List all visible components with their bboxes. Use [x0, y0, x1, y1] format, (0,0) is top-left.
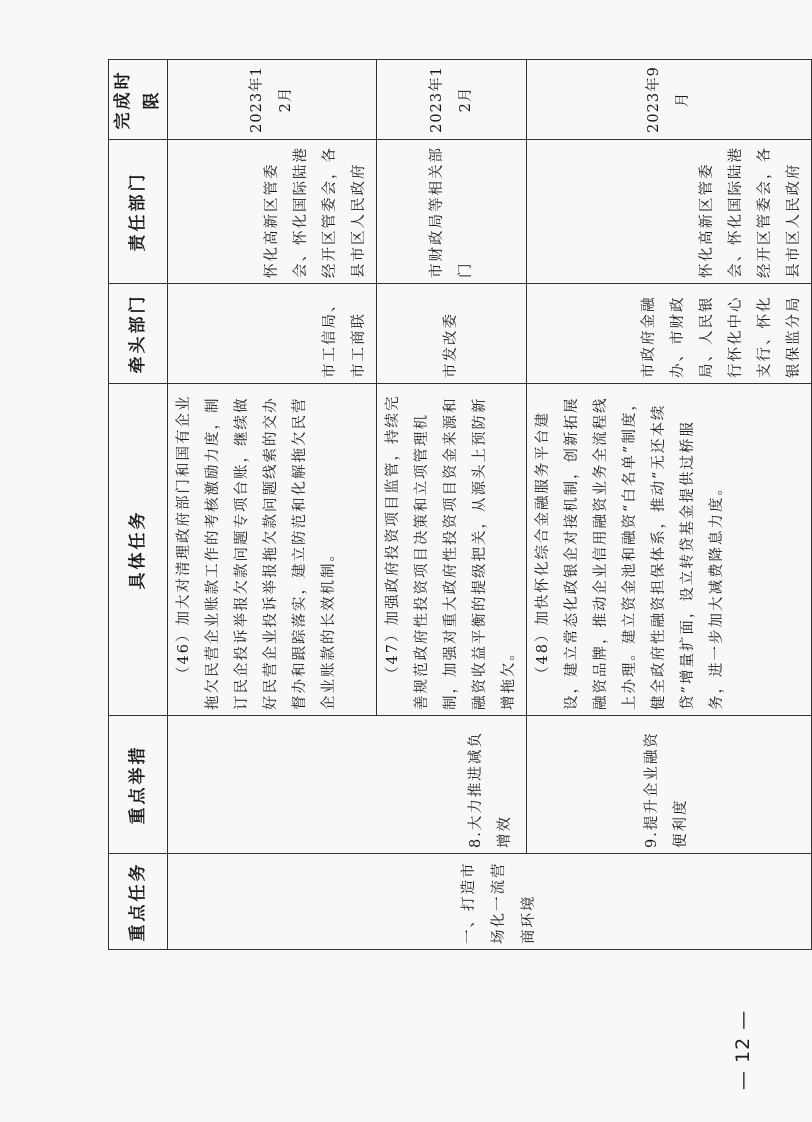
header-key-task: 重点任务 [109, 854, 168, 950]
task-cell: （48）加快怀化综合金融服务平台建设，建立常态化政银企对接机制，创新拓展融资品牌，推动企业信用融资业务全流程线上办理。建立资金池和融资“白名单”制度，健全政府性融资担保体系，推动“无还本续贷”增量扩面，设立转贷基金提供过桥服务，进一步加大减费降息力度。 [527, 384, 812, 716]
header-row [109, 60, 168, 950]
header-deadline: 完成时限 [109, 60, 168, 140]
header-measure: 重点举措 [109, 716, 168, 854]
measure-9-cell: 9.提升企业融资便利度 [527, 716, 812, 854]
lead-dept-cell: 市发改委 [377, 284, 527, 384]
task-table [108, 59, 812, 950]
table-row [168, 60, 377, 950]
responsible-dept-cell: 市财政局等相关部门 [377, 140, 527, 284]
header-responsible-dept: 责任部门 [109, 140, 168, 284]
deadline-cell: 2023年9月 [527, 60, 812, 140]
responsible-dept-cell: 怀化高新区管委会、怀化国际陆港经开区管委会，各县市区人民政府 [527, 140, 812, 284]
header-lead-dept: 牵头部门 [109, 284, 168, 384]
lead-dept-cell: 市政府金融办、市财政局、人民银行怀化中心支行、怀化银保监分局 [527, 284, 812, 384]
deadline-cell: 2023年12月 [168, 60, 377, 140]
deadline-cell: 2023年12月 [377, 60, 527, 140]
page-number-value: 12 [732, 1036, 754, 1063]
page-number: — 12 — [732, 1009, 754, 1090]
key-task-cell: 一、打造市场化一流营商环境 [168, 854, 812, 950]
task-cell: （46）加大对清理政府部门和国有企业拖欠民营企业账款工作的考核激励力度，制订民企投诉举报欠款问题专项台账，继续做好民营企业投诉举报拖欠款问题线索的交办督办和跟踪落实，建立防范和化解拖欠民营企业账款的长效机制。 [168, 384, 377, 716]
measure-8-cell: 8.大力推进减负增效 [168, 716, 527, 854]
responsible-dept-cell: 怀化高新区管委会、怀化国际陆港经开区管委会，各县市区人民政府 [168, 140, 377, 284]
task-cell: （47）加强政府投资项目监管，持续完善规范政府性投资项目决策和立项管理机制，加强对重大政府性投资项目资金来源和融资收益平衡的提级把关，从源头上预防新增拖欠。 [377, 384, 527, 716]
lead-dept-cell: 市工信局、市工商联 [168, 284, 377, 384]
table-row [527, 60, 812, 950]
header-specific-task: 具体任务 [109, 384, 168, 716]
